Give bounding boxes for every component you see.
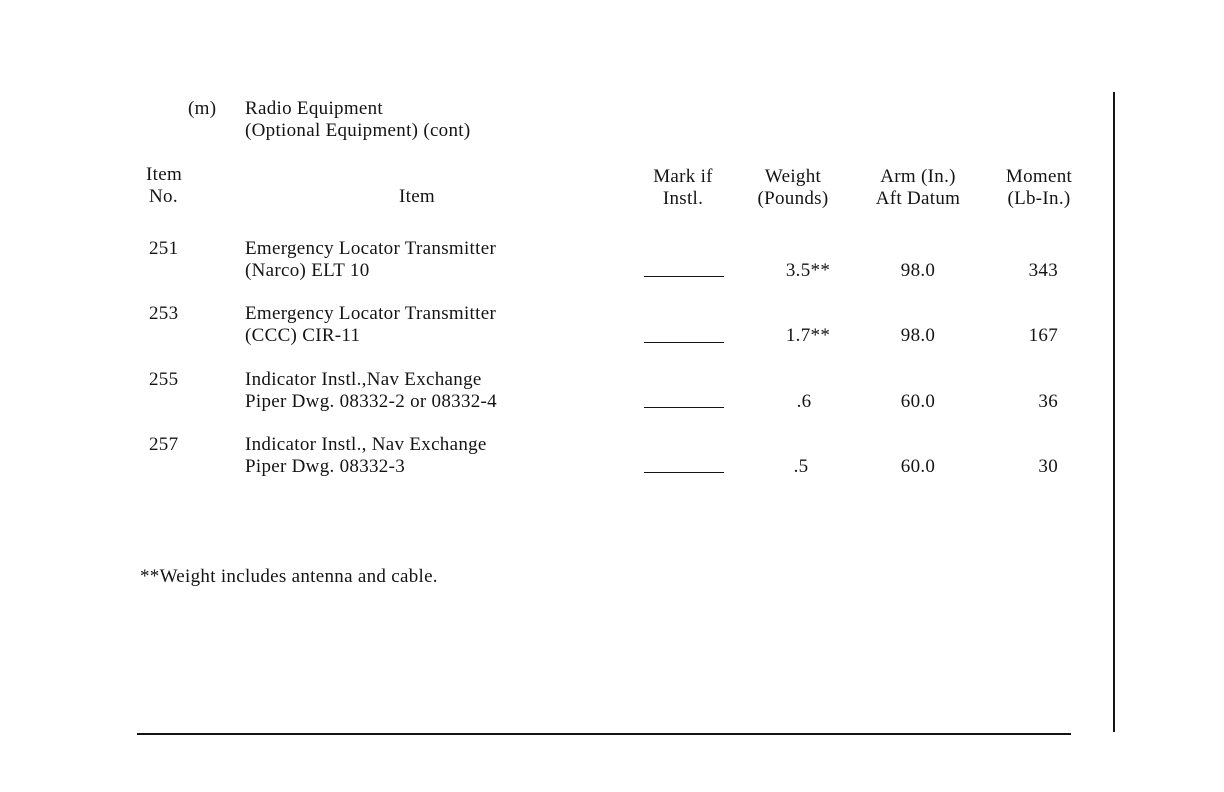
header-item: Item — [398, 186, 436, 207]
weight-value: .6 — [796, 391, 812, 412]
mark-if-installed-blank — [644, 276, 724, 277]
page-edge-rule — [1113, 92, 1115, 732]
weight-value: .5 — [793, 456, 809, 477]
section-letter: (m) — [188, 98, 217, 119]
moment-value: 30 — [1038, 456, 1058, 477]
header-weight-line1: Weight — [764, 166, 822, 187]
item-description-line2: Piper Dwg. 08332-2 or 08332-4 — [245, 391, 497, 412]
item-description-line1: Indicator Instl., Nav Exchange — [245, 434, 487, 455]
item-description-line2: Piper Dwg. 08332-3 — [245, 456, 406, 477]
header-mark-line1: Mark if — [653, 166, 713, 187]
moment-value: 167 — [1028, 325, 1058, 346]
item-description-line1: Indicator Instl.,Nav Exchange — [245, 369, 482, 390]
mark-if-installed-blank — [644, 407, 724, 408]
header-arm-line1: Arm (In.) — [880, 166, 956, 187]
weight-value: 1.7** — [785, 325, 831, 346]
header-arm-line2: Aft Datum — [875, 188, 961, 209]
arm-value: 98.0 — [900, 325, 936, 346]
header-item-no-line2: No. — [149, 186, 178, 207]
item-description-line2: (Narco) ELT 10 — [245, 260, 370, 281]
section-title: Radio Equipment — [245, 98, 384, 119]
moment-value: 343 — [1028, 260, 1058, 281]
mark-if-installed-blank — [644, 342, 724, 343]
item-number: 255 — [149, 369, 179, 390]
arm-value: 98.0 — [900, 260, 936, 281]
footnote: **Weight includes antenna and cable. — [140, 566, 438, 587]
item-number: 257 — [149, 434, 179, 455]
header-mark-line2: Instl. — [662, 188, 704, 209]
item-description-line2: (CCC) CIR-11 — [245, 325, 361, 346]
mark-if-installed-blank — [644, 472, 724, 473]
header-moment-line2: (Lb-In.) — [1007, 188, 1071, 209]
header-weight-line2: (Pounds) — [757, 188, 829, 209]
bottom-rule — [137, 733, 1071, 735]
section-subtitle: (Optional Equipment) (cont) — [245, 120, 471, 141]
item-description-line1: Emergency Locator Transmitter — [245, 303, 497, 324]
weight-value: 3.5** — [785, 260, 831, 281]
item-number: 253 — [149, 303, 179, 324]
arm-value: 60.0 — [900, 391, 936, 412]
item-number: 251 — [149, 238, 179, 259]
header-item-no-line1: Item — [146, 164, 183, 185]
moment-value: 36 — [1038, 391, 1058, 412]
item-description-line1: Emergency Locator Transmitter — [245, 238, 497, 259]
header-moment-line1: Moment — [1005, 166, 1073, 187]
arm-value: 60.0 — [900, 456, 936, 477]
